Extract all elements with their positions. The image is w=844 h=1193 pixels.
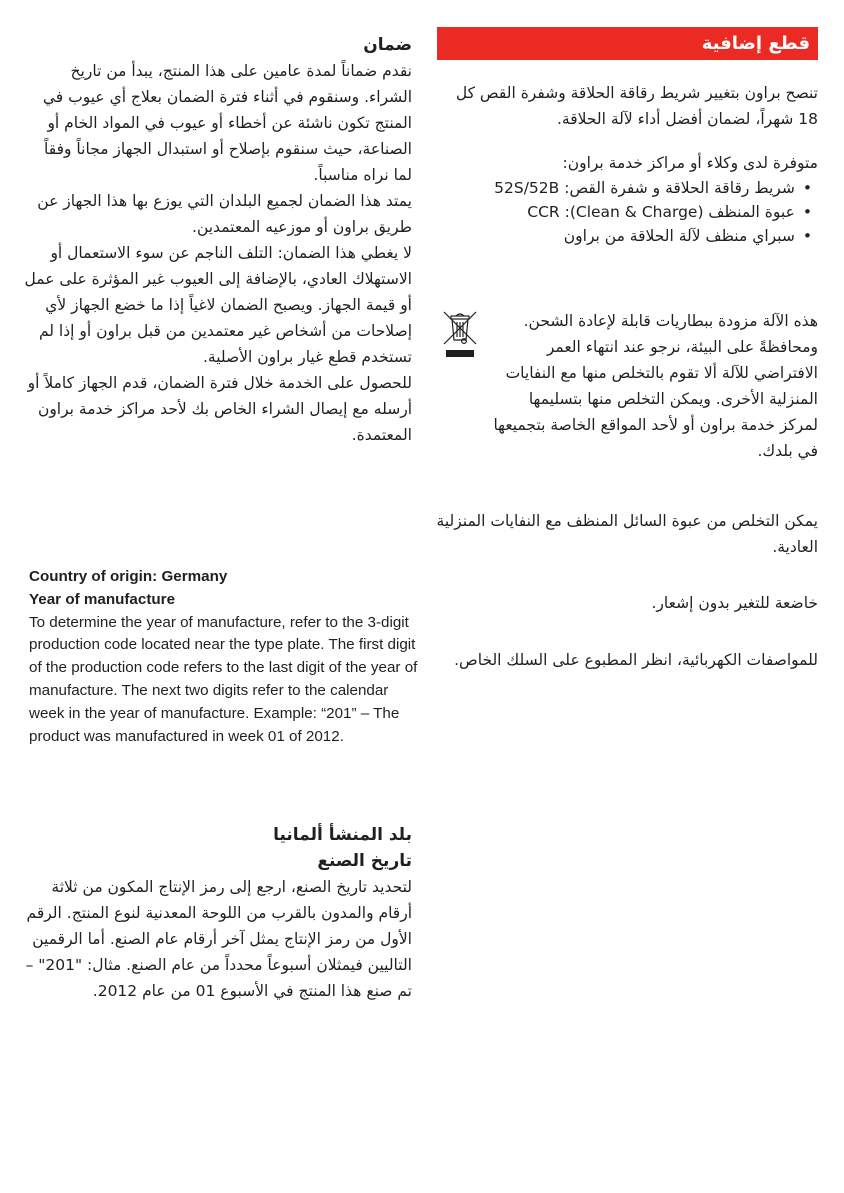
year-of-manufacture-heading-ar: تاريخ الصنع	[317, 851, 412, 871]
year-of-manufacture-text: To determine the year of manufacture, refer to the 3-digit production code located near the type plate. The first digit of the production code refers to the last digit of the year of manufacture. The next two digits refer to the calendar week in the year of manufacture. Example: “201” – The product was manufactured in week 01 of 2012.	[29, 613, 418, 745]
change-notice-section	[436, 590, 818, 616]
country-of-origin-heading-ar: بلد المنشأ ألمانيا	[273, 825, 412, 845]
list-item	[436, 176, 812, 200]
warranty-paragraph: للحصول على الخدمة خلال فترة الضمان، قدم الجهاز كاملاً أو أرسله مع إيصال الشراء الخاص بك لأحد مراكز خدمة براون المعتمدة.	[27, 374, 412, 444]
cleaner-disposal-section	[436, 508, 818, 560]
accessories-list	[436, 176, 818, 248]
origin-section-ar	[22, 822, 412, 1004]
disposal-section	[490, 308, 818, 464]
availability-label: متوفرة لدى وكلاء أو مراكز خدمة براون:	[562, 154, 818, 172]
cleaner-disposal-text: يمكن التخلص من عبوة السائل المنظف مع النفايات المنزلية العادية.	[436, 512, 818, 556]
list-item	[436, 200, 812, 224]
list-item	[436, 224, 812, 248]
bullet-icon: •	[802, 203, 812, 221]
electrical-specs-section	[436, 647, 818, 673]
accessory-item: سبراي منظف لآلة الحلاقة من براون	[563, 227, 795, 245]
warranty-paragraph: نقدم ضماناً لمدة عامين على هذا المنتج، يبدأ من تاريخ الشراء. وسنقوم في أثناء فترة الضمان بعلاج أي عيوب في المنتج تكون ناشئة عن أخطاء أو عيوب في المواد الخام أو الصناعة، حيث سنقوم بإصلاح أو استبدال الجهاز مجاناً وفقاً لما نراه مناسباً.	[42, 62, 412, 184]
year-of-manufacture-heading: Year of manufacture	[29, 590, 176, 608]
warranty-paragraph: يمتد هذا الضمان لجميع البلدان التي يوزع بها هذا الجهاز عن طريق براون أو موزعيه المعتمدين.	[37, 192, 412, 236]
change-notice-text: خاضعة للتغير بدون إشعار.	[651, 594, 818, 612]
accessory-item: شريط رقاقة الحلاقة و شفرة القص: 52S/52B	[494, 179, 795, 197]
accessory-item: عبوة المنظف (Clean & Charge): CCR	[527, 203, 795, 221]
year-of-manufacture-text-ar: لتحديد تاريخ الصنع، ارجع إلى رمز الإنتاج المكون من ثلاثة أرقام والمدون بالقرب من اللوحة المعدنية لنوع المنتج. الرقم الأول من رمز الإنتاج يمثل آخر أرقام عام الصنع. أما الرقمين التاليين فيمثلان أسبوعاً محدداً من عام الصنع. مثال: "201" – تم صنع هذا المنتج في الأسبوع 01 من عام 2012.	[25, 878, 412, 1000]
country-of-origin-heading: Country of origin: Germany	[29, 568, 228, 585]
warranty-title: ضمان	[363, 35, 412, 55]
disposal-text: هذه الآلة مزودة ببطاريات قابلة لإعادة الشحن. ومحافظةً على البيئة، نرجو عند انتهاء العمر الافتراضي للآلة ألا تقوم بالتخلص منها مع النفايات المنزلية الأخرى. ويمكن التخلص منها بتسليمها لمركز خدمة براون أو لأحد المواقع الخاصة بتجميعها في بلدك.	[493, 312, 818, 460]
electrical-specs-text: للمواصفات الكهربائية، انظر المطبوع على السلك الخاص.	[454, 651, 818, 669]
accessories-section	[436, 80, 818, 248]
weee-crossed-bin-icon	[442, 310, 478, 360]
bullet-icon: •	[802, 179, 812, 197]
origin-section-en	[29, 566, 419, 748]
warranty-section-ar	[22, 32, 412, 448]
accessories-title: قطع إضافية	[701, 33, 810, 54]
accessories-banner	[437, 27, 818, 60]
bullet-icon: •	[802, 227, 812, 245]
warranty-paragraph: لا يغطي هذا الضمان: التلف الناجم عن سوء الاستعمال أو الاستهلاك العادي، بالإضافة إلى العيوب غير المؤثرة على عمل أو قيمة الجهاز. ويصبح الضمان لاغياً إذا ما خضع الجهاز لأي إصلاحات من أشخاص غير معتمدين من قبل براون أو إذا لم تستخدم قطع غيار براون الأصلية.	[24, 244, 412, 366]
accessories-intro: تنصح براون بتغيير شريط رقاقة الحلاقة وشفرة القص كل 18 شهراً، لضمان أفضل أداء لآلة الحلاقة.	[455, 84, 818, 128]
